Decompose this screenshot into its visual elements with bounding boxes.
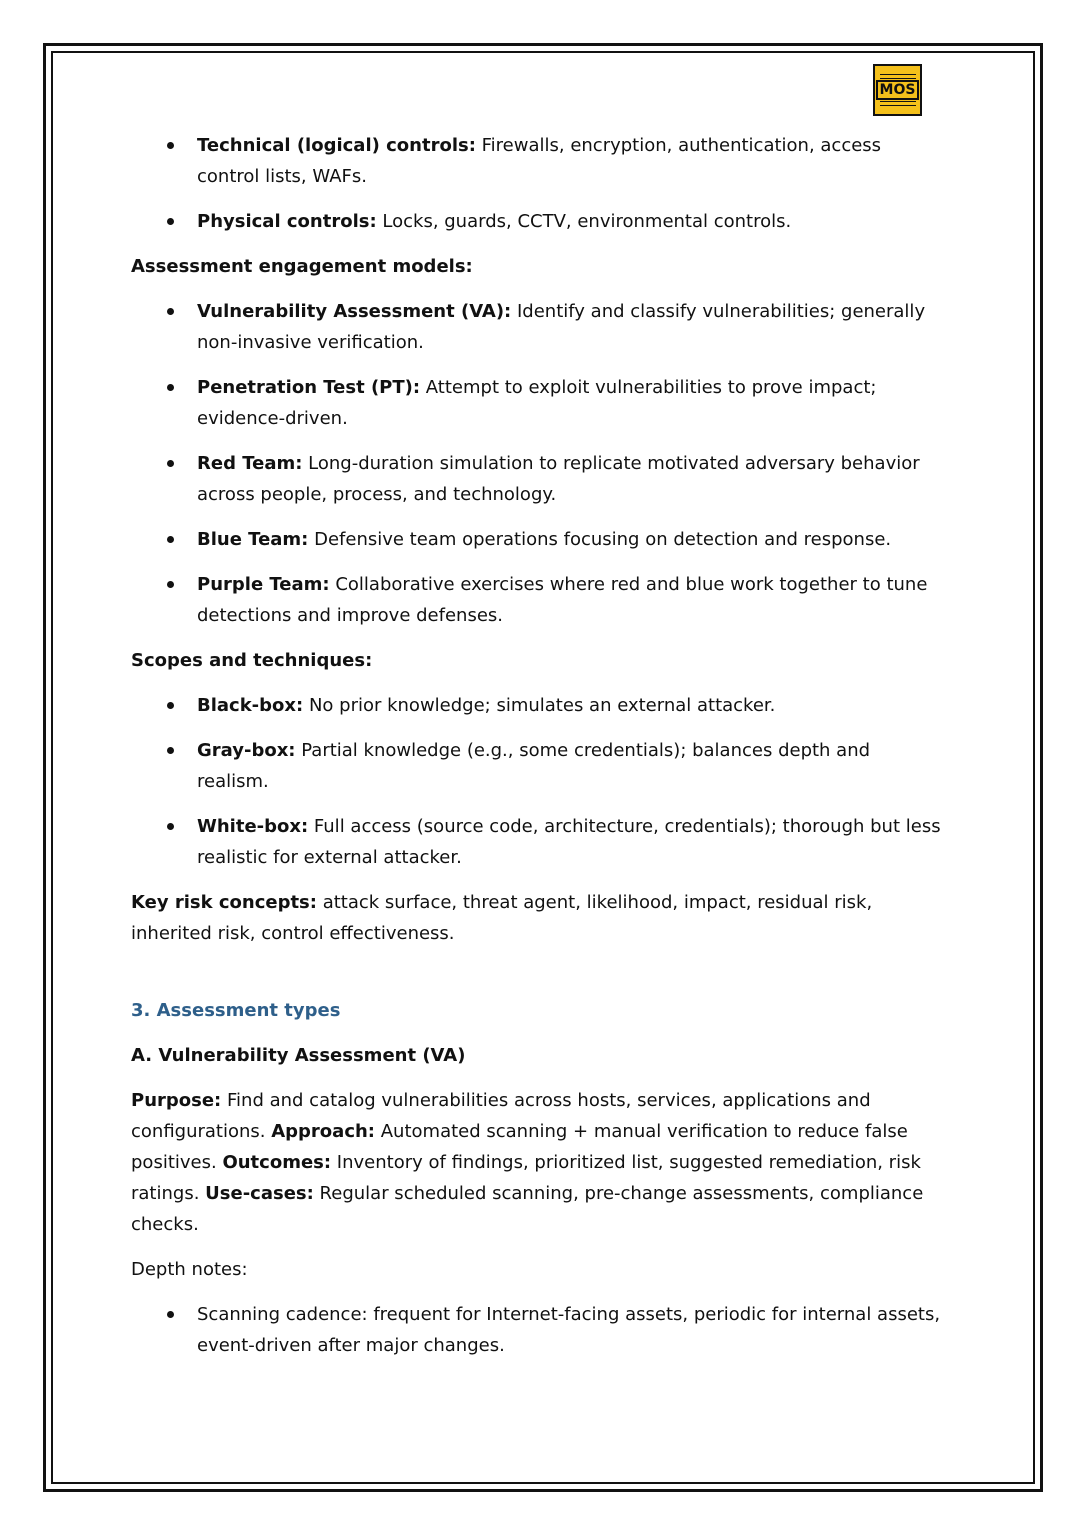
bullet-icon [167,536,174,543]
subsection-heading: A. Vulnerability Assessment (VA) [131,1045,466,1066]
bullet-icon [167,823,174,830]
list-item [131,690,943,721]
bullet-icon [167,581,174,588]
item-text: Partial knowledge (e.g., some credentials); balances depth and realism. [197,740,871,792]
depth-notes-label: Depth notes: [131,1259,248,1280]
item-label: Purple Team: [197,574,330,595]
item-label: Penetration Test (PT): [197,377,421,398]
bullet-icon [167,308,174,315]
logo-text: MOS [876,80,920,100]
controls-list [131,130,943,237]
depth-notes-list [131,1299,943,1361]
outcomes-label: Outcomes: [222,1152,332,1173]
item-label: Black-box: [197,695,304,716]
purpose-text: Find and catalog vulnerabilities across hosts, services, applications and configurations. [131,1090,871,1142]
logo-bottom-band [880,101,916,106]
engagement-heading: Assessment engagement models: [131,256,473,277]
section-heading: 3. Assessment types [131,1000,341,1021]
list-item [131,296,943,358]
item-label: Technical (logical) controls: [197,135,476,156]
key-risk-label: Key risk concepts: [131,892,317,913]
list-item [131,206,943,237]
scopes-list [131,690,943,873]
item-label: Physical controls: [197,211,377,232]
list-item [131,524,943,555]
approach-text: Automated scanning + manual verification to reduce false positives. [131,1121,908,1173]
item-label: Vulnerability Assessment (VA): [197,301,512,322]
va-description-paragraph [131,1085,943,1240]
item-label: Red Team: [197,453,303,474]
bullet-icon [167,460,174,467]
document-content [131,130,943,1375]
item-text: Scanning cadence: frequent for Internet-facing assets, periodic for internal assets, event-driven after major changes. [197,1304,941,1356]
usecases-text: Regular scheduled scanning, pre-change assessments, compliance checks. [131,1183,924,1235]
list-item [131,735,943,797]
list-item [131,448,943,510]
list-item [131,1299,943,1361]
engagement-list [131,296,943,631]
list-item [131,372,943,434]
key-risk-paragraph [131,887,943,949]
item-text: Identify and classify vulnerabilities; generally non-invasive verification. [197,301,926,353]
purpose-label: Purpose: [131,1090,222,1111]
bullet-icon [167,384,174,391]
item-label: Blue Team: [197,529,309,550]
item-text: Firewalls, encryption, authentication, access control lists, WAFs. [197,135,882,187]
bullet-icon [167,142,174,149]
key-risk-text: attack surface, threat agent, likelihood, impact, residual risk, inherited risk, control effectiveness. [131,892,873,944]
usecases-label: Use-cases: [205,1183,314,1204]
scopes-heading: Scopes and techniques: [131,650,373,671]
approach-label: Approach: [271,1121,376,1142]
item-text: Defensive team operations focusing on detection and response. [308,529,892,550]
bullet-icon [167,218,174,225]
item-text: No prior knowledge; simulates an external attacker. [303,695,776,716]
mos-logo [873,64,922,116]
logo-top-band [880,74,916,79]
list-item [131,130,943,192]
item-text: Long-duration simulation to replicate motivated adversary behavior across people, process, and technology. [197,453,920,505]
list-item [131,569,943,631]
item-text: Full access (source code, architecture, credentials); thorough but less realistic for external attacker. [197,816,941,868]
bullet-icon [167,747,174,754]
bullet-icon [167,702,174,709]
bullet-icon [167,1311,174,1318]
item-text: Attempt to exploit vulnerabilities to prove impact; evidence-driven. [197,377,877,429]
item-label: Gray-box: [197,740,296,761]
item-text: Locks, guards, CCTV, environmental controls. [376,211,792,232]
outcomes-text: Inventory of findings, prioritized list, suggested remediation, risk ratings. [131,1152,921,1204]
item-text: Collaborative exercises where red and blue work together to tune detections and improve defenses. [197,574,928,626]
list-item [131,811,943,873]
item-label: White-box: [197,816,309,837]
